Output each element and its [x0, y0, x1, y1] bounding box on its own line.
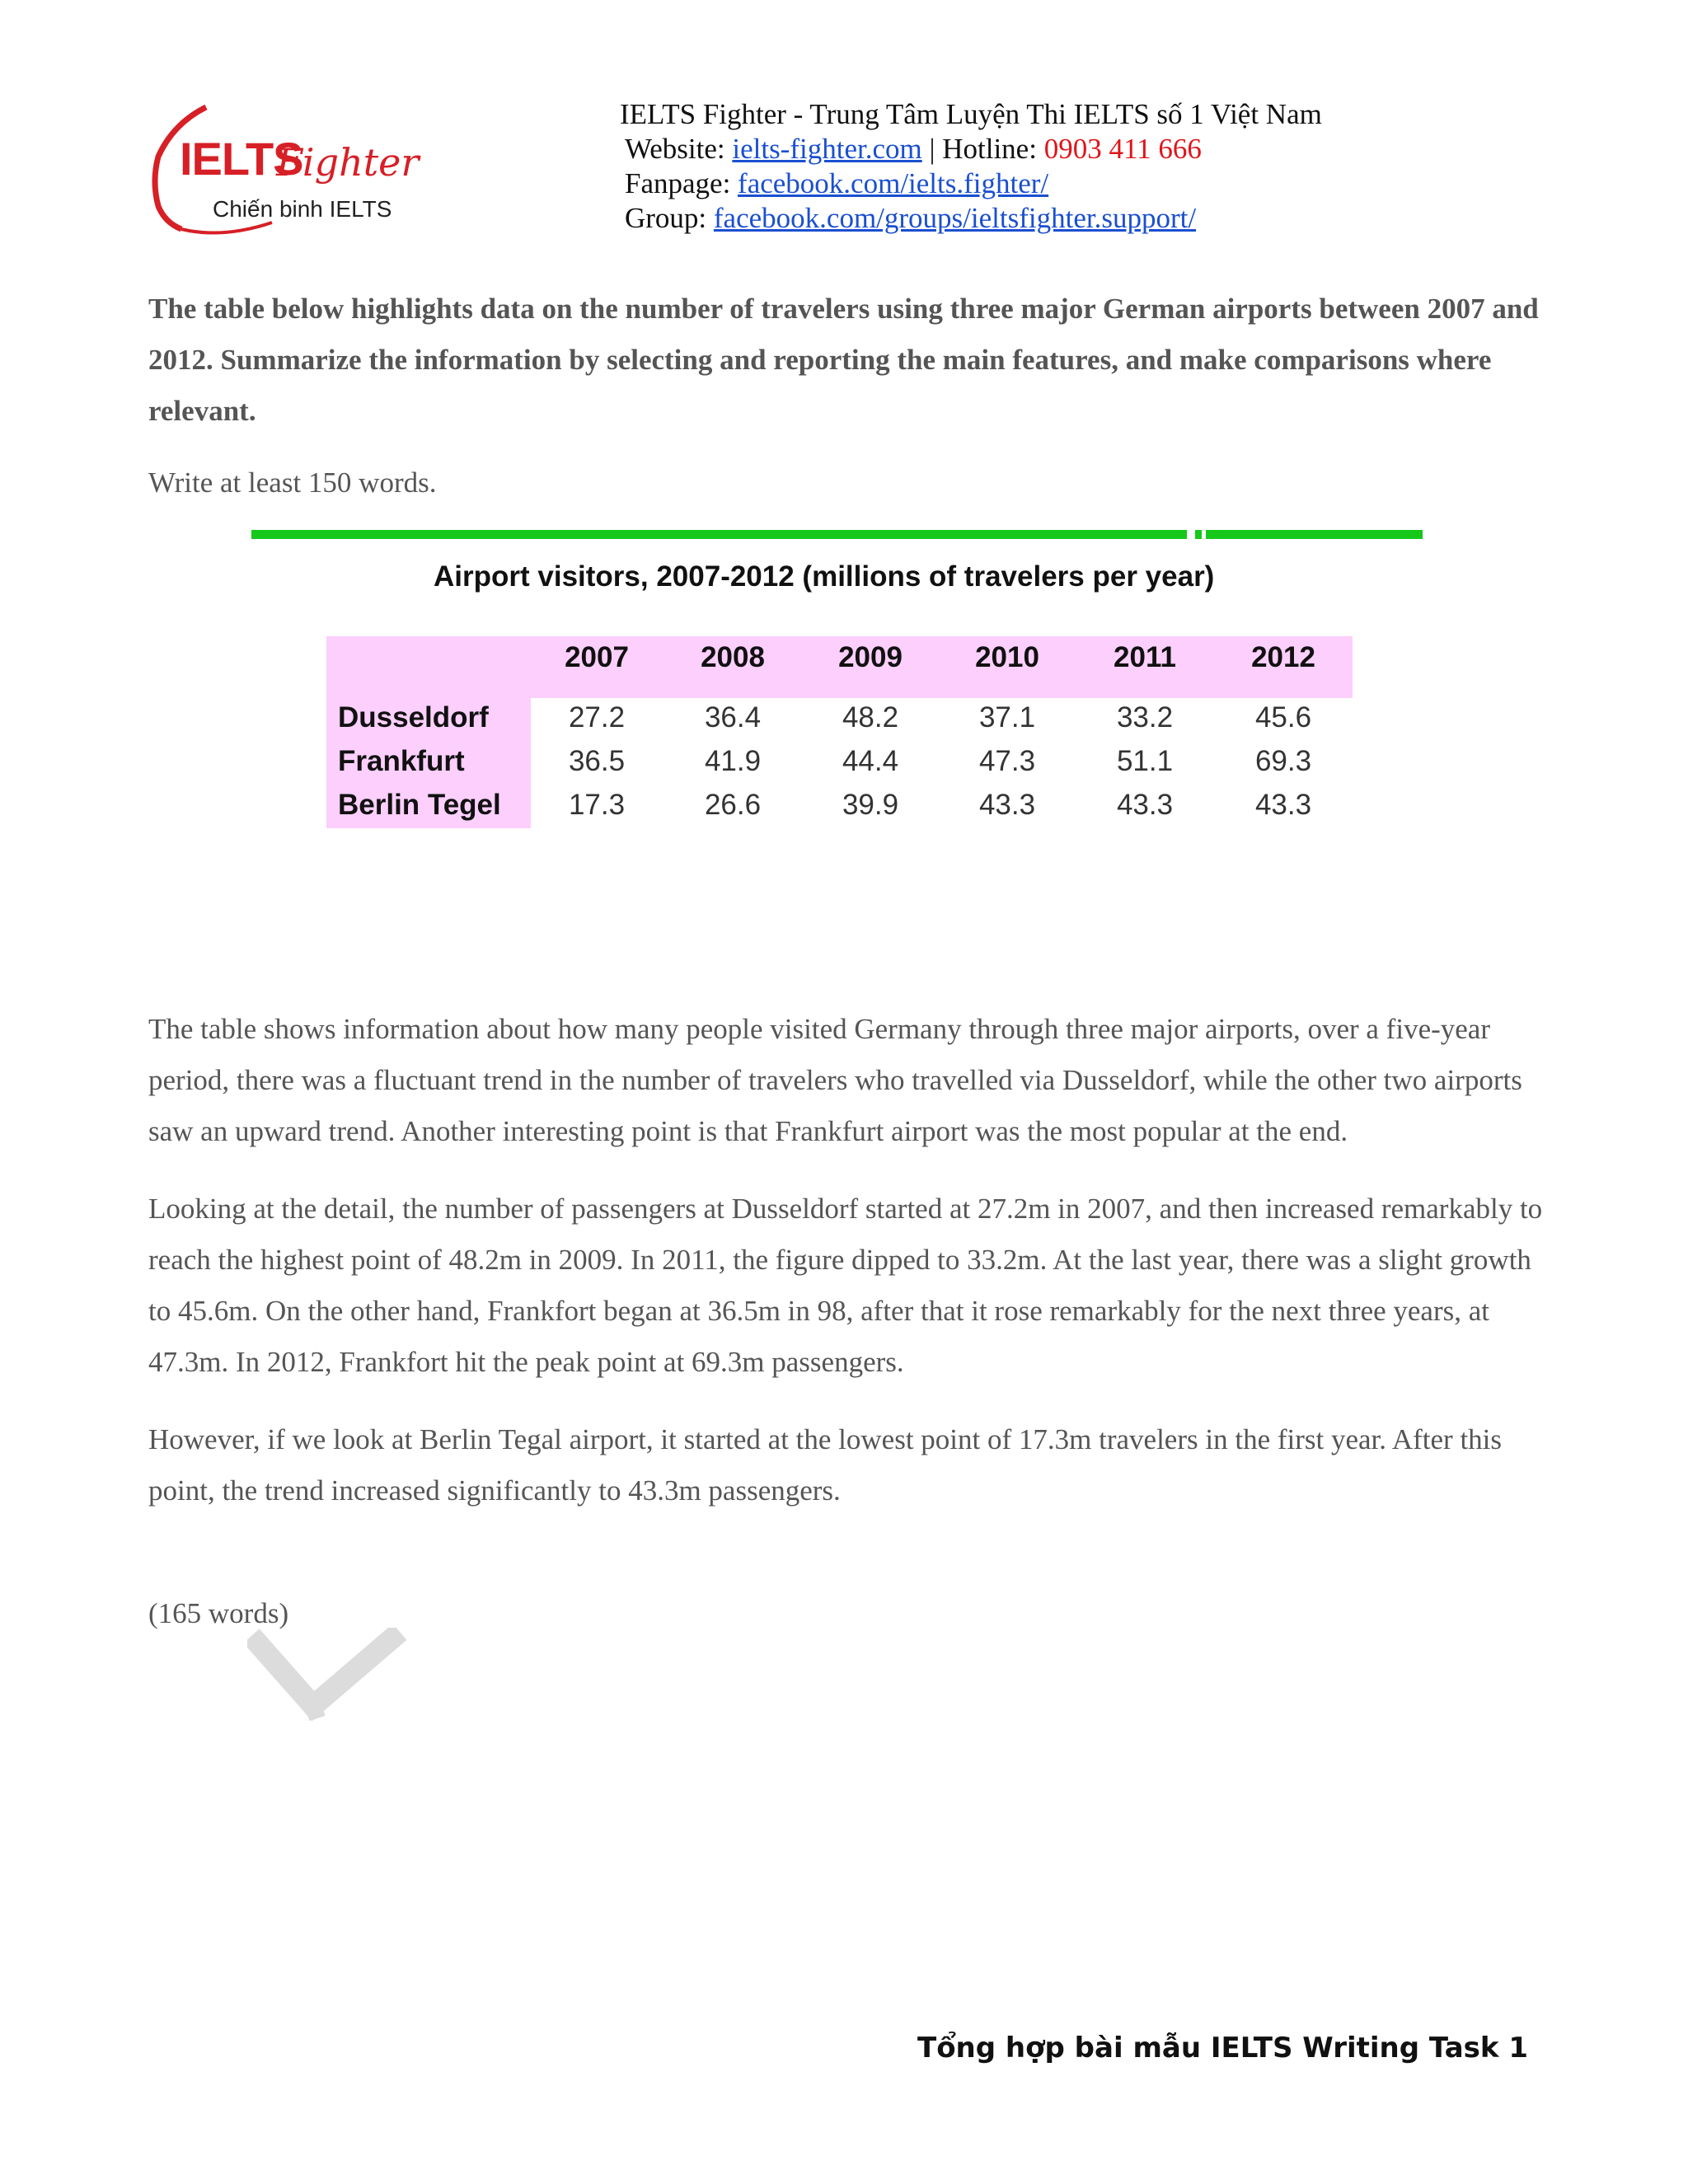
table-cell: 17.3 — [568, 789, 626, 821]
figure-top-rule — [251, 530, 1187, 539]
essay-paragraph: The table shows information about how many people visited Germany through three major airports, over a five-year period, there was a fluctuant trend in the number of travelers who travelled via Dusseldorf, while the other two airports saw an upward trend. Another interesting point is that Frankfurt airport was the most popular at the end. — [148, 1013, 1522, 1147]
table-column-header: 2008 — [701, 641, 765, 673]
logo-subtitle: Chiến binh IELTS — [213, 196, 392, 222]
header-title: IELTS Fighter - Trung Tâm Luyện Thi IELTS số 1 Việt Nam — [620, 98, 1322, 130]
table-cell: 36.5 — [568, 745, 626, 777]
task-prompt: The table below highlights data on the number of travelers using three major German airports between 2007 and 2012. Summarize the information by selecting and reporting the main features, and make comparisons where relevant. — [148, 293, 1539, 427]
table-cell: 33.2 — [1116, 701, 1174, 733]
table-cell: 27.2 — [568, 701, 626, 733]
header-contact-info — [620, 97, 1322, 236]
table-column-header: 2011 — [1114, 641, 1176, 673]
table-cell: 39.9 — [842, 789, 899, 821]
table-cell: 43.3 — [1116, 789, 1174, 821]
website-line — [620, 132, 1322, 166]
fanpage-label: Fanpage: — [625, 167, 738, 199]
hotline-number: 0903 411 666 — [1043, 133, 1202, 165]
table-cell: 51.1 — [1116, 745, 1174, 777]
table-title: Airport visitors, 2007-2012 (millions of travelers per year) — [434, 560, 1215, 593]
group-link[interactable]: facebook.com/groups/ieltsfighter.support/ — [713, 202, 1197, 234]
figure-top-rule-right — [1206, 530, 1423, 539]
table-cell: 45.6 — [1254, 701, 1312, 733]
table-column-header: 2012 — [1251, 641, 1315, 673]
table-row-label: Berlin Tegel — [338, 789, 501, 821]
table-cell: 44.4 — [842, 745, 899, 777]
sample-essay — [148, 1004, 1550, 1543]
table-row-label: Frankfurt — [338, 745, 465, 777]
website-label: Website: — [625, 133, 733, 165]
group-label: Group: — [625, 202, 714, 234]
watermark-icon — [247, 1628, 429, 1751]
table-cell: 36.4 — [704, 701, 762, 733]
table-cell: 43.3 — [1254, 789, 1312, 821]
figure-top-rule-segment — [1195, 530, 1202, 539]
ielts-fighter-logo — [148, 99, 445, 239]
hotline-label: | Hotline: — [921, 133, 1044, 165]
table-cell: 41.9 — [704, 745, 762, 777]
table-cell: 47.3 — [978, 745, 1036, 777]
table-cell: 69.3 — [1254, 745, 1312, 777]
table-cell: 48.2 — [842, 701, 899, 733]
word-instruction: Write at least 150 words. — [148, 466, 437, 499]
fanpage-link[interactable]: facebook.com/ielts.fighter/ — [738, 167, 1049, 199]
footer-title: Tổng hợp bài mẫu IELTS Writing Task 1 — [917, 2032, 1528, 2064]
fanpage-line — [620, 166, 1322, 201]
table-column-header: 2010 — [975, 641, 1039, 673]
group-line — [620, 201, 1322, 236]
essay-paragraph: However, if we look at Berlin Tegal airport, it started at the lowest point of 17.3m travelers in the first year. After this point, the trend increased significantly to 43.3m passengers. — [148, 1423, 1503, 1507]
logo-script: Fighter — [276, 140, 420, 185]
table-column-header: 2007 — [565, 641, 629, 673]
essay-paragraph: Looking at the detail, the number of passengers at Dusseldorf started at 27.2m in 2007, and then increased remarkably to reach the highest point of 48.2m in 2009. In 2011, the figure dipped to 33.2m. At the last year, there was a slight growth to 45.6m. On the other hand, Frankfort began at 36.5m in 98, after that it rose remarkably for the next three years, at 47.3m. In 2012, Frankfort hit the peak point at 69.3m passengers. — [148, 1193, 1543, 1378]
table-cell: 26.6 — [704, 789, 762, 821]
word-count: (165 words) — [148, 1597, 289, 1629]
table-column-header: 2009 — [838, 641, 903, 673]
table-row-label: Dusseldorf — [338, 701, 489, 733]
table-cell: 43.3 — [978, 789, 1036, 821]
website-link[interactable]: ielts-fighter.com — [732, 133, 922, 165]
logo-wordmark: IELTS — [180, 133, 303, 185]
table-cell: 37.1 — [978, 701, 1036, 733]
